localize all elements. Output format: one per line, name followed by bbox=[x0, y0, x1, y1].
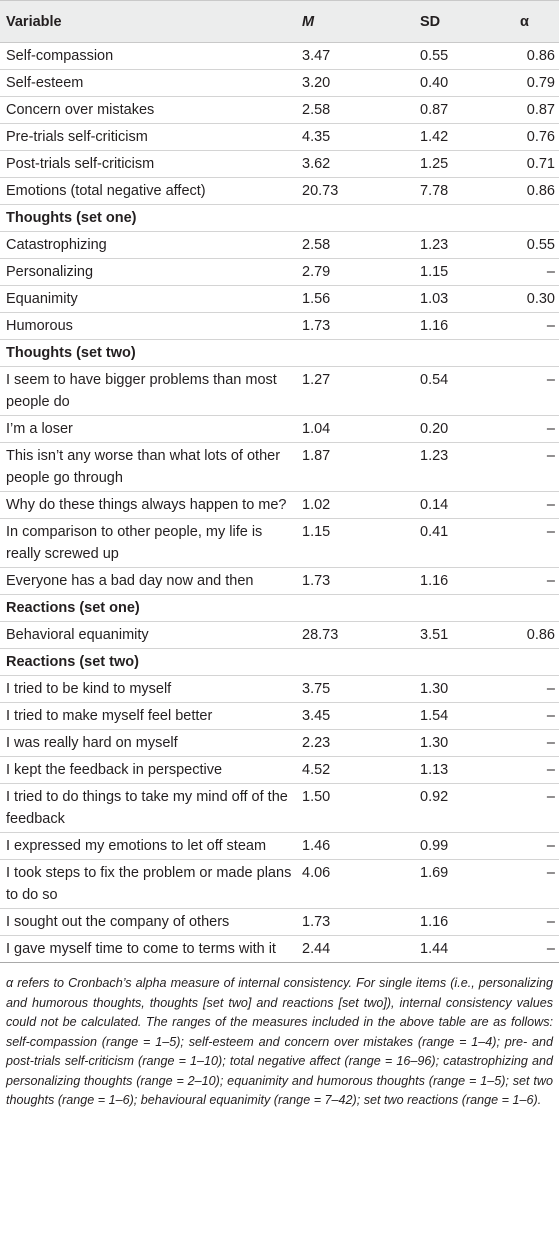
variable-cell: Personalizing bbox=[0, 259, 296, 286]
sd-cell: 0.20 bbox=[414, 416, 514, 443]
header-alpha: α bbox=[514, 1, 559, 43]
variable-cell: I was really hard on myself bbox=[0, 730, 296, 757]
alpha-cell: 0.30 bbox=[514, 286, 559, 313]
table-row bbox=[0, 43, 559, 70]
sd-cell: 0.87 bbox=[414, 97, 514, 124]
sd-cell: 0.99 bbox=[414, 833, 514, 860]
sd-cell: 1.23 bbox=[414, 443, 514, 492]
alpha-cell: – bbox=[514, 860, 559, 909]
mean-cell: 1.27 bbox=[296, 367, 414, 416]
mean-cell: 1.04 bbox=[296, 416, 414, 443]
table-row bbox=[0, 178, 559, 205]
mean-cell: 4.52 bbox=[296, 757, 414, 784]
variable-cell: I tried to make myself feel better bbox=[0, 703, 296, 730]
mean-cell: 1.56 bbox=[296, 286, 414, 313]
mean-cell: 1.73 bbox=[296, 909, 414, 936]
variable-cell: Self-compassion bbox=[0, 43, 296, 70]
table-row bbox=[0, 443, 559, 492]
alpha-cell: 0.87 bbox=[514, 97, 559, 124]
alpha-cell: – bbox=[514, 313, 559, 340]
variable-cell: I’m a loser bbox=[0, 416, 296, 443]
variable-cell: Everyone has a bad day now and then bbox=[0, 568, 296, 595]
mean-cell: 2.79 bbox=[296, 259, 414, 286]
sd-cell: 1.13 bbox=[414, 757, 514, 784]
alpha-cell: – bbox=[514, 443, 559, 492]
table-row bbox=[0, 676, 559, 703]
section-label: Thoughts (set two) bbox=[0, 340, 559, 367]
alpha-cell: – bbox=[514, 936, 559, 963]
mean-cell: 1.50 bbox=[296, 784, 414, 833]
table-row bbox=[0, 70, 559, 97]
table-body bbox=[0, 43, 559, 963]
sd-cell: 0.40 bbox=[414, 70, 514, 97]
table-row bbox=[0, 519, 559, 568]
variable-cell: I expressed my emotions to let off steam bbox=[0, 833, 296, 860]
mean-cell: 1.73 bbox=[296, 313, 414, 340]
sd-cell: 1.42 bbox=[414, 124, 514, 151]
table-row bbox=[0, 313, 559, 340]
alpha-cell: 0.79 bbox=[514, 70, 559, 97]
alpha-cell: – bbox=[514, 757, 559, 784]
mean-cell: 1.87 bbox=[296, 443, 414, 492]
variable-cell: In comparison to other people, my life is really screwed up bbox=[0, 519, 296, 568]
sd-cell: 0.14 bbox=[414, 492, 514, 519]
sd-cell: 1.15 bbox=[414, 259, 514, 286]
mean-cell: 2.44 bbox=[296, 936, 414, 963]
variable-cell: Catastrophizing bbox=[0, 232, 296, 259]
sd-cell: 1.03 bbox=[414, 286, 514, 313]
variable-cell: I seem to have bigger problems than most people do bbox=[0, 367, 296, 416]
variable-cell: Pre-trials self-criticism bbox=[0, 124, 296, 151]
header-row bbox=[0, 1, 559, 43]
alpha-cell: – bbox=[514, 367, 559, 416]
table-row bbox=[0, 367, 559, 416]
alpha-cell: 0.86 bbox=[514, 178, 559, 205]
sd-cell: 1.25 bbox=[414, 151, 514, 178]
table-row bbox=[0, 568, 559, 595]
section-header-row bbox=[0, 340, 559, 367]
sd-cell: 1.54 bbox=[414, 703, 514, 730]
alpha-cell: 0.55 bbox=[514, 232, 559, 259]
alpha-cell: 0.86 bbox=[514, 43, 559, 70]
table-row bbox=[0, 259, 559, 286]
variable-cell: Emotions (total negative affect) bbox=[0, 178, 296, 205]
mean-cell: 1.46 bbox=[296, 833, 414, 860]
sd-cell: 0.41 bbox=[414, 519, 514, 568]
variable-cell: Concern over mistakes bbox=[0, 97, 296, 124]
mean-cell: 3.47 bbox=[296, 43, 414, 70]
variable-cell: This isn’t any worse than what lots of other people go through bbox=[0, 443, 296, 492]
mean-cell: 28.73 bbox=[296, 622, 414, 649]
section-header-row bbox=[0, 205, 559, 232]
alpha-cell: – bbox=[514, 909, 559, 936]
table-row bbox=[0, 124, 559, 151]
sd-cell: 1.69 bbox=[414, 860, 514, 909]
sd-cell: 1.30 bbox=[414, 676, 514, 703]
alpha-cell: – bbox=[514, 703, 559, 730]
mean-cell: 3.62 bbox=[296, 151, 414, 178]
sd-cell: 1.16 bbox=[414, 313, 514, 340]
variable-cell: I took steps to fix the problem or made plans to do so bbox=[0, 860, 296, 909]
table-row bbox=[0, 860, 559, 909]
table-row bbox=[0, 151, 559, 178]
table-row bbox=[0, 833, 559, 860]
sd-cell: 1.23 bbox=[414, 232, 514, 259]
sd-cell: 1.16 bbox=[414, 909, 514, 936]
table-header bbox=[0, 1, 559, 43]
table-row bbox=[0, 416, 559, 443]
variable-cell: I sought out the company of others bbox=[0, 909, 296, 936]
alpha-cell: – bbox=[514, 259, 559, 286]
mean-cell: 2.58 bbox=[296, 232, 414, 259]
mean-cell: 1.73 bbox=[296, 568, 414, 595]
sd-cell: 3.51 bbox=[414, 622, 514, 649]
table-row bbox=[0, 286, 559, 313]
variable-cell: I tried to be kind to myself bbox=[0, 676, 296, 703]
sd-cell: 1.16 bbox=[414, 568, 514, 595]
alpha-cell: 0.86 bbox=[514, 622, 559, 649]
header-sd: SD bbox=[414, 1, 514, 43]
header-variable: Variable bbox=[0, 1, 296, 43]
variable-cell: Self-esteem bbox=[0, 70, 296, 97]
variable-cell: Humorous bbox=[0, 313, 296, 340]
header-mean: M bbox=[296, 1, 414, 43]
table-row bbox=[0, 757, 559, 784]
sd-cell: 7.78 bbox=[414, 178, 514, 205]
mean-cell: 4.06 bbox=[296, 860, 414, 909]
section-label: Reactions (set two) bbox=[0, 649, 559, 676]
table-row bbox=[0, 703, 559, 730]
table-footnote: α refers to Cronbach’s alpha measure of internal consistency. For single items (i.e., personalizing and humorous thoughts, thoughts [set two] and reactions [set two]), internal consistency values could not be calculated. The ranges of the measures included in the above table are as follows: self-compassion (range = 1–5); self-esteem and concern over mistakes (range = 1–4); pre- and post-trials self-criticism (range = 1–10); total negative affect (range = 16–96); catastrophizing and personalizing thoughts (range = 2–10); equanimity and humorous thoughts (range = 1–5); set two thoughts (range = 1–6); behavioural equanimity (range = 7–42); set two reactions (range = 1–6). bbox=[6, 976, 553, 1107]
mean-cell: 1.02 bbox=[296, 492, 414, 519]
mean-cell: 1.15 bbox=[296, 519, 414, 568]
table-row bbox=[0, 492, 559, 519]
section-header-row bbox=[0, 595, 559, 622]
mean-cell: 2.23 bbox=[296, 730, 414, 757]
alpha-cell: 0.76 bbox=[514, 124, 559, 151]
table-row bbox=[0, 784, 559, 833]
section-label: Reactions (set one) bbox=[0, 595, 559, 622]
variable-cell: Behavioral equanimity bbox=[0, 622, 296, 649]
alpha-cell: – bbox=[514, 568, 559, 595]
mean-cell: 3.45 bbox=[296, 703, 414, 730]
sd-cell: 0.55 bbox=[414, 43, 514, 70]
sd-cell: 0.92 bbox=[414, 784, 514, 833]
alpha-cell: – bbox=[514, 784, 559, 833]
table-row bbox=[0, 97, 559, 124]
alpha-cell: – bbox=[514, 833, 559, 860]
table-row bbox=[0, 936, 559, 963]
table-row bbox=[0, 909, 559, 936]
mean-cell: 4.35 bbox=[296, 124, 414, 151]
alpha-cell: – bbox=[514, 676, 559, 703]
table-row bbox=[0, 622, 559, 649]
alpha-cell: 0.71 bbox=[514, 151, 559, 178]
alpha-cell: – bbox=[514, 492, 559, 519]
mean-cell: 3.20 bbox=[296, 70, 414, 97]
variable-cell: Equanimity bbox=[0, 286, 296, 313]
variable-cell: Post-trials self-criticism bbox=[0, 151, 296, 178]
mean-cell: 3.75 bbox=[296, 676, 414, 703]
variable-cell: Why do these things always happen to me? bbox=[0, 492, 296, 519]
alpha-cell: – bbox=[514, 416, 559, 443]
table-row bbox=[0, 730, 559, 757]
mean-cell: 20.73 bbox=[296, 178, 414, 205]
sd-cell: 0.54 bbox=[414, 367, 514, 416]
variable-cell: I kept the feedback in perspective bbox=[0, 757, 296, 784]
alpha-cell: – bbox=[514, 730, 559, 757]
table-row bbox=[0, 232, 559, 259]
variable-cell: I tried to do things to take my mind off of the feedback bbox=[0, 784, 296, 833]
sd-cell: 1.44 bbox=[414, 936, 514, 963]
variable-cell: I gave myself time to come to terms with it bbox=[0, 936, 296, 963]
sd-cell: 1.30 bbox=[414, 730, 514, 757]
section-header-row bbox=[0, 649, 559, 676]
section-label: Thoughts (set one) bbox=[0, 205, 559, 232]
mean-cell: 2.58 bbox=[296, 97, 414, 124]
alpha-cell: – bbox=[514, 519, 559, 568]
